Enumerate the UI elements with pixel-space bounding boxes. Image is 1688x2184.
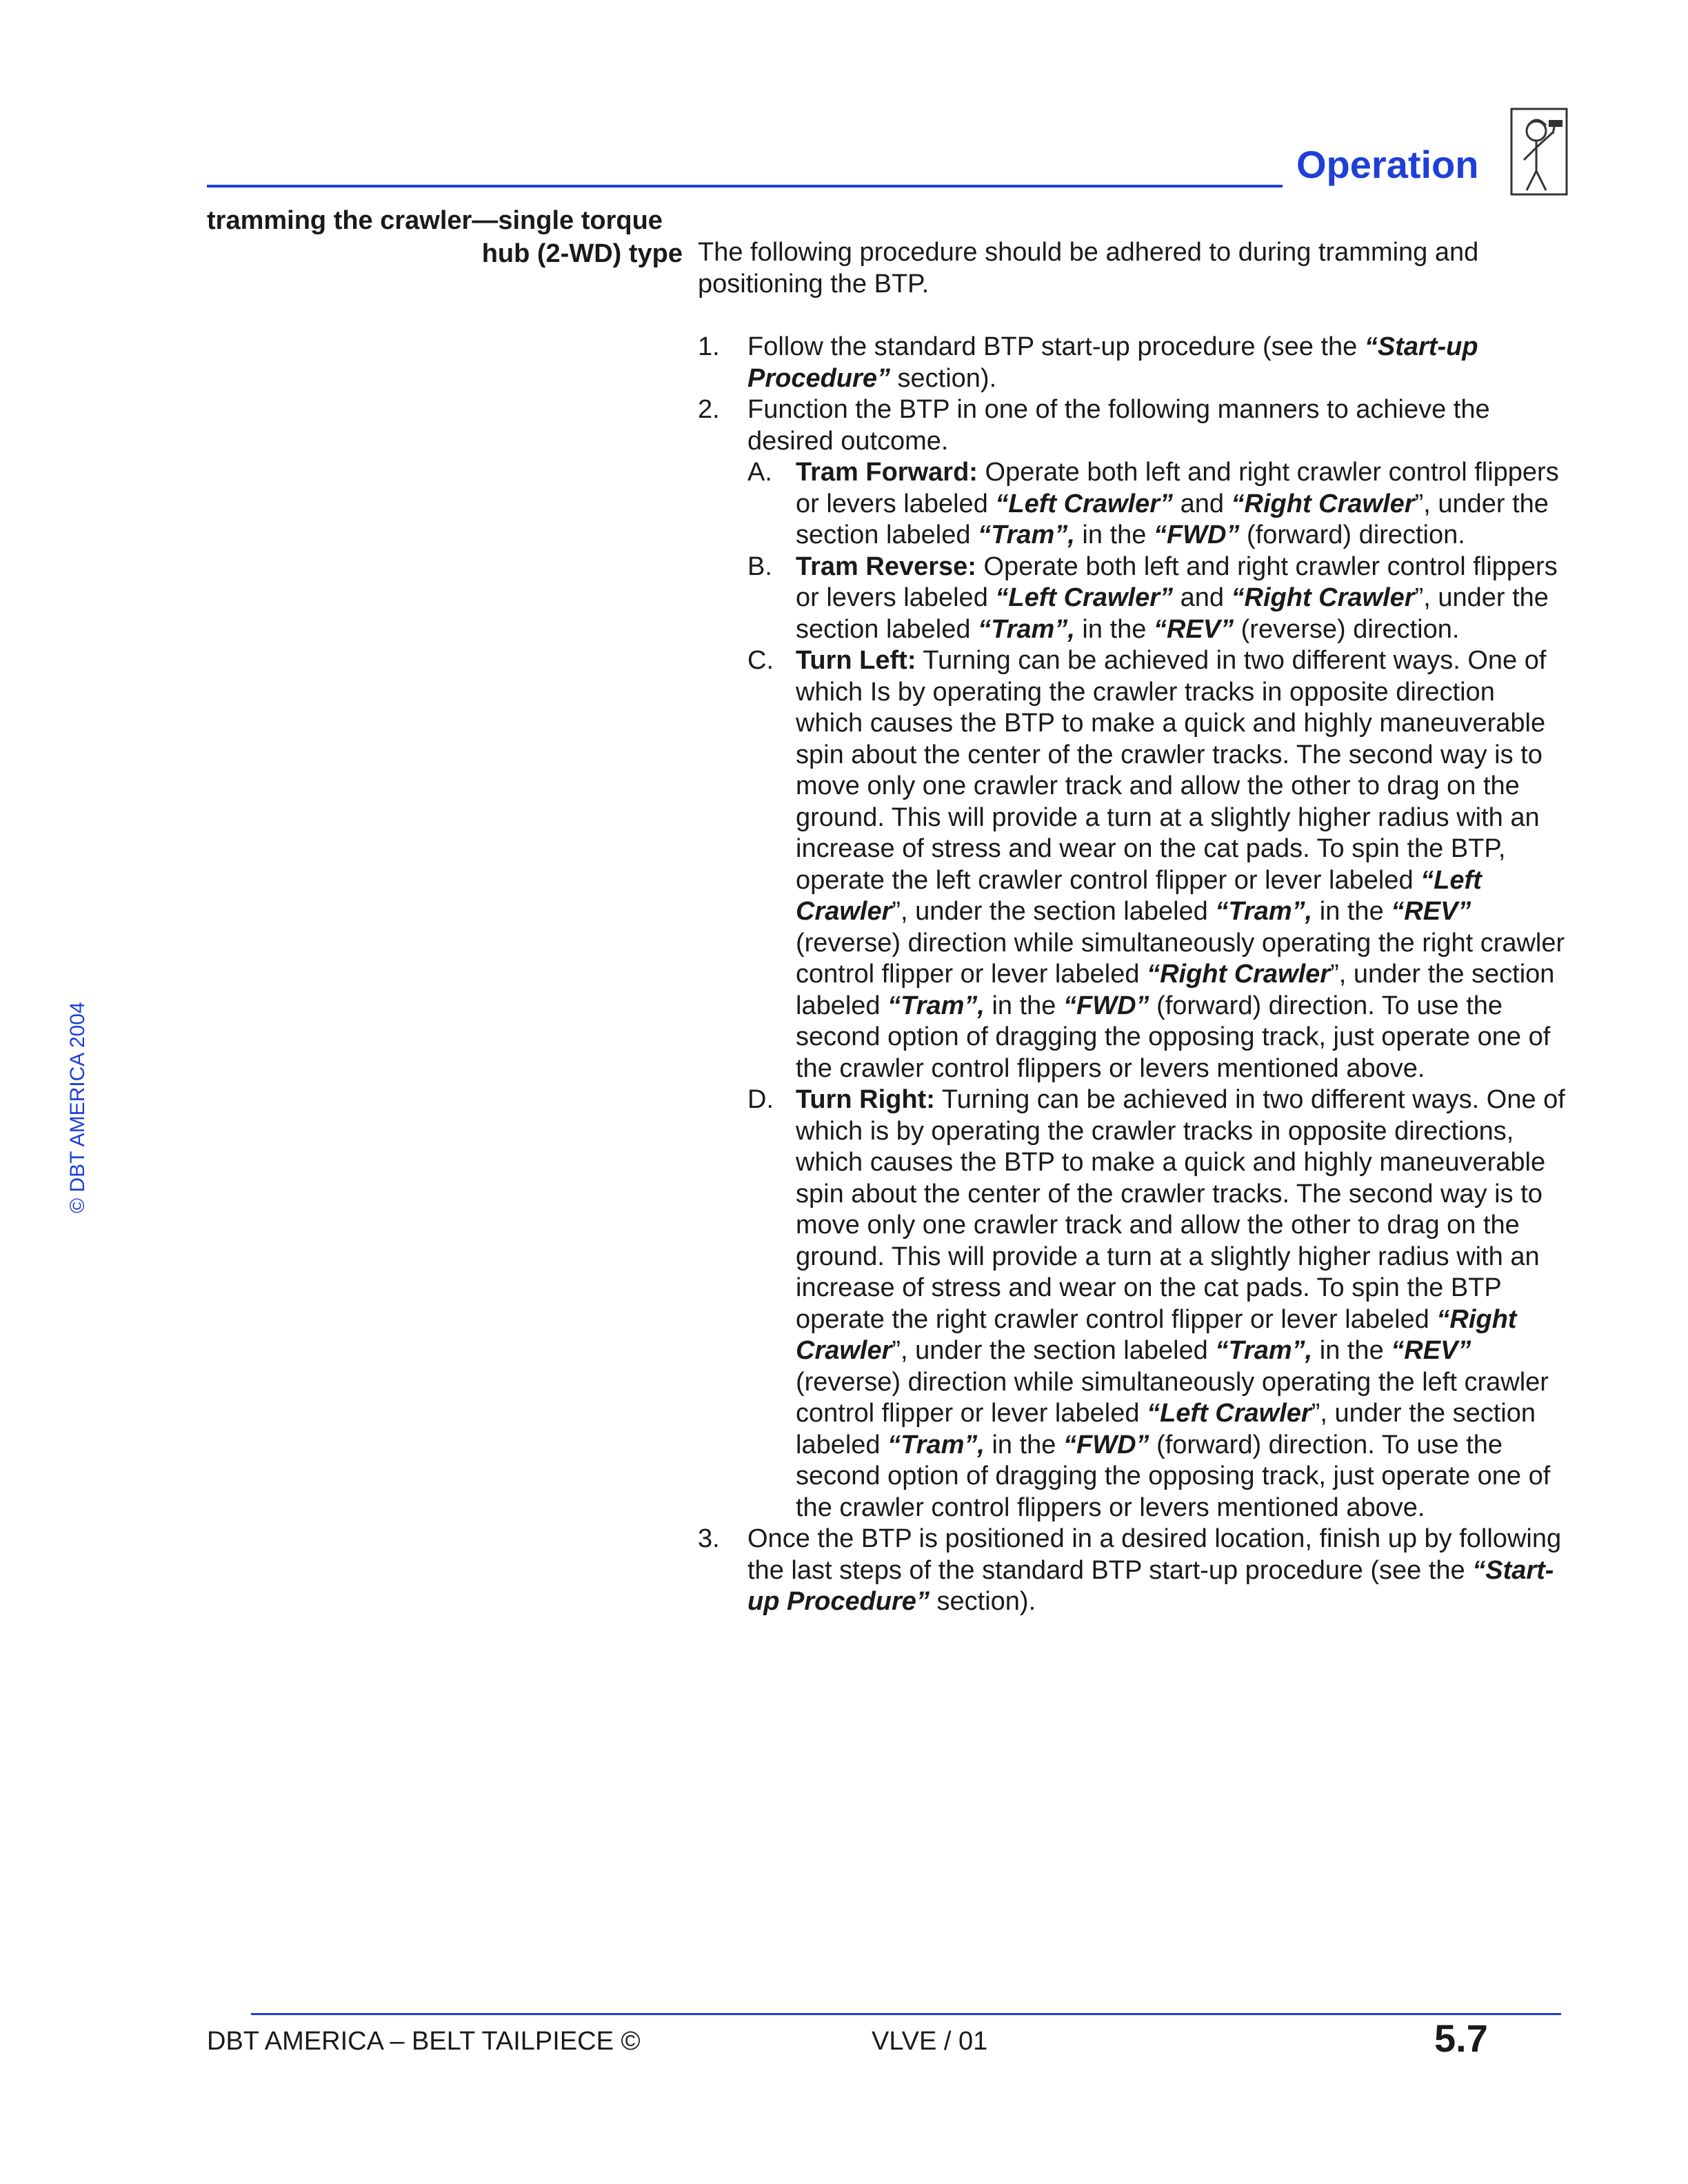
list-item bbox=[698, 457, 1567, 552]
steps-list bbox=[698, 332, 1567, 457]
substep-title: Tram Reverse: bbox=[796, 552, 976, 581]
emphasis: “Right Crawler bbox=[1231, 489, 1415, 518]
step-number: 2. bbox=[698, 395, 720, 424]
substeps-list bbox=[698, 457, 1567, 1524]
step-text: section). bbox=[890, 363, 997, 393]
substep-letter: D. bbox=[747, 1085, 774, 1114]
substep-text: and bbox=[1173, 583, 1232, 612]
substep-text: ”, under the section labeled bbox=[892, 1336, 1216, 1365]
intro-paragraph: The following procedure should be adhered to during tramming and positioning the BTP. bbox=[698, 238, 1479, 299]
emphasis: “Left Crawler” bbox=[995, 583, 1174, 612]
steps-list-continued bbox=[698, 1524, 1567, 1618]
substep-letter: B. bbox=[747, 552, 772, 581]
emphasis: “Right Crawler bbox=[1231, 583, 1415, 612]
emphasis: “Tram”, bbox=[887, 1430, 985, 1459]
list-item bbox=[698, 1524, 1567, 1618]
substep-text: Operate both left and right crawler control flippers or levers labeled bbox=[796, 552, 1558, 612]
step-text: Once the BTP is positioned in a desired location, finish up by following the last steps of the standard BTP start-up procedure (see the bbox=[747, 1524, 1562, 1585]
emphasis: “FWD” bbox=[1063, 1430, 1149, 1459]
emphasis: “Left Crawler bbox=[1147, 1399, 1312, 1428]
substep-text: (reverse) direction. bbox=[1234, 614, 1460, 644]
list-item bbox=[698, 645, 1567, 1084]
substep-text: (reverse) direction while simultaneously operating the right crawler control flipper or lever labeled bbox=[796, 928, 1565, 989]
substep-text: (forward) direction. bbox=[1239, 520, 1465, 549]
substep-text: ”, under the section labeled bbox=[796, 489, 1549, 549]
substep-text: (forward) direction. To use the second option of dragging the opposing track, just operate one of the crawler control flippers or levers mentioned above. bbox=[796, 1430, 1551, 1522]
step-number: 1. bbox=[698, 332, 720, 361]
substep-text: Turning can be achieved in two different ways. One of which is by operating the crawler tracks in opposite directions, which causes the BTP to make a quick and highly maneuverable spin about the center of the crawler tracks. The second way is to move only one crawler track and allow the other to drag on the ground. This will provide a turn at a slightly higher radius with an increase of stress and wear on the cat pads. To spin the BTP operate the right crawler control flipper or lever labeled bbox=[796, 1085, 1565, 1334]
emphasis: “Right Crawler bbox=[796, 1304, 1517, 1365]
step-text: Function the BTP in one of the following manners to achieve the desired outcome. bbox=[747, 395, 1490, 456]
substep-text: (reverse) direction while simultaneously operating the left crawler control flipper or lever labeled bbox=[796, 1367, 1549, 1428]
substep-text: in the bbox=[984, 1430, 1063, 1459]
page-number: 5.7 bbox=[1434, 2016, 1488, 2060]
substep-text: (forward) direction. To use the second option of dragging the opposing track, just operate one of the crawler control flippers or levers mentioned above. bbox=[796, 991, 1551, 1083]
emphasis: “Start-up Procedure” bbox=[747, 1555, 1554, 1616]
topic-heading bbox=[207, 204, 690, 270]
substep-title: Tram Forward: bbox=[796, 458, 978, 487]
substep-text: ”, under the section labeled bbox=[796, 960, 1555, 1020]
substep-letter: C. bbox=[747, 646, 774, 675]
footer-revision: VLVE / 01 bbox=[872, 2027, 988, 2056]
substep-text: ”, under the section labeled bbox=[796, 1399, 1536, 1459]
emphasis: “Tram”, bbox=[1215, 1336, 1313, 1365]
emphasis: “FWD” bbox=[1153, 520, 1240, 549]
list-item bbox=[698, 552, 1567, 646]
substep-text: in the bbox=[1074, 614, 1154, 644]
list-item bbox=[698, 332, 1567, 394]
emphasis: “Right Crawler bbox=[1147, 960, 1331, 989]
emphasis: “Left Crawler bbox=[796, 865, 1482, 926]
emphasis: “REV” bbox=[1391, 1336, 1471, 1365]
footer-document-title: DBT AMERICA – BELT TAILPIECE © bbox=[207, 2027, 641, 2056]
substep-text: in the bbox=[1074, 520, 1154, 549]
step-number: 3. bbox=[698, 1524, 720, 1553]
worker-with-hammer-icon bbox=[1509, 105, 1572, 199]
substep-text: in the bbox=[984, 991, 1063, 1020]
emphasis: “Left Crawler” bbox=[995, 489, 1174, 518]
step-text: Follow the standard BTP start-up procedure (see the bbox=[747, 332, 1365, 361]
emphasis: “Tram”, bbox=[1215, 897, 1313, 926]
substep-text: ”, under the section labeled bbox=[892, 897, 1216, 926]
substep-title: Turn Left: bbox=[796, 646, 916, 675]
emphasis: “REV” bbox=[1153, 614, 1234, 644]
header-rule bbox=[207, 185, 1283, 188]
substep-text: ”, under the section labeled bbox=[796, 583, 1549, 644]
side-copyright: © DBT AMERICA 2004 bbox=[66, 1002, 89, 1213]
substep-text: in the bbox=[1312, 897, 1391, 926]
list-item bbox=[698, 394, 1567, 457]
footer-rule bbox=[251, 2013, 1561, 2015]
substep-text: Operate both left and right crawler control flippers or levers labeled bbox=[796, 458, 1559, 518]
procedure-content bbox=[698, 237, 1567, 1618]
emphasis: “Start-up Procedure” bbox=[747, 332, 1478, 393]
emphasis: “Tram”, bbox=[978, 614, 1075, 644]
emphasis: “Tram”, bbox=[978, 520, 1075, 549]
substep-letter: A. bbox=[747, 458, 772, 487]
step-text: section). bbox=[929, 1587, 1036, 1616]
substep-title: Turn Right: bbox=[796, 1085, 935, 1114]
list-item bbox=[698, 1084, 1567, 1524]
substep-text: in the bbox=[1312, 1336, 1391, 1365]
section-title: Operation bbox=[1296, 143, 1479, 186]
emphasis: “FWD” bbox=[1063, 991, 1149, 1020]
emphasis: “Tram”, bbox=[887, 991, 985, 1020]
substep-text: Turning can be achieved in two different ways. One of which Is by operating the crawler tracks in opposite direction which causes the BTP to make a quick and highly maneuverable spin about the center of the crawler tracks. The second way is to move only one crawler track and allow the other to drag on the ground. This will provide a turn at a slightly higher radius with an increase of stress and wear on the cat pads. To spin the BTP, operate the left crawler control flipper or lever labeled bbox=[796, 646, 1547, 895]
topic-heading-line1: tramming the crawler—single torque bbox=[207, 206, 663, 235]
substep-text: and bbox=[1173, 489, 1232, 518]
emphasis: “REV” bbox=[1391, 897, 1471, 926]
topic-heading-line2: hub (2-WD) type bbox=[481, 239, 683, 268]
